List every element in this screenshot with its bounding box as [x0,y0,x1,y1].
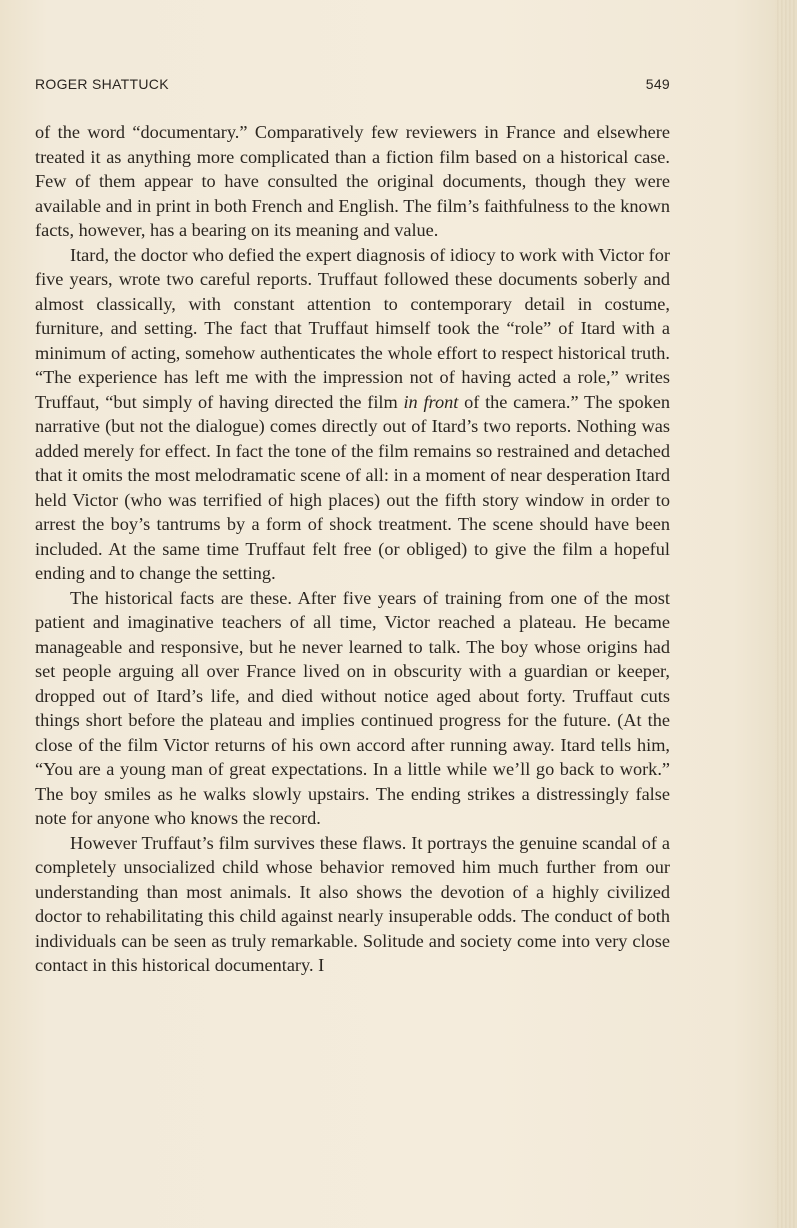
paragraph-2-text-b: of the camera.” The spoken narrative (but not the dialogue) comes directly out of Itard’s two reports. Nothing was added merely for effect. In fact the tone of the film remains so restrained and detached that it omits the most melodramatic scene of all: in a moment of near desperation Itard held Victor (who was terrified of high places) out the fifth story window in order to arrest the boy’s tantrums by a form of shock treatment. The scene should have been included. At the same time Truffaut felt free (or obliged) to give the film a hopeful ending and to change the setting. [35,391,671,583]
paragraph-1: of the word “documentary.” Comparatively few reviewers in France and elsewhere treated it as anything more complicated than a fiction film based on a historical case. Few of them appear to have consulted the original documents, though they were available and in print in both French and English. The film’s faithfulness to the known facts, however, has a bearing on its meaning and value. [35,122,670,240]
running-header [35,76,670,92]
body-text [35,120,670,978]
paragraph-2-italic: in front [403,391,459,412]
paragraph-2-text-a: Itard, the doctor who defied the expert diagnosis of idiocy to work with Victor for five years, wrote two careful reports. Truffaut followed these documents soberly and almost classically, with constant attention to contemporary detail in costume, furniture, and setting. The fact that Truffaut himself took the “role” of Itard with a minimum of acting, somehow authenticates the whole effort to respect historical truth. “The experience has left me with the impression not of having acted a role,” writes Truffaut, “but simply of having directed the film [35,244,670,412]
paragraph-3: The historical facts are these. After five years of training from one of the most patient and imaginative teachers of all time, Victor reached a plateau. He became manageable and responsive, but he never learned to talk. The boy whose origins had set people arguing all over France lived on in obscurity with a guardian or keeper, dropped out of Itard’s life, and died without notice aged about forty. Truffaut cuts things short before the plateau and implies continued progress for the future. (At the close of the film Victor returns of his own accord after running away. Itard tells him, “You are a young man of great expectations. In a little while we’ll go back to work.” The boy smiles as he walks slowly upstairs. The ending strikes a distressingly false note for anyone who knows the record. [35,587,670,828]
page-edge [775,0,797,1228]
paragraph-2 [35,243,670,586]
running-head-author: ROGER SHATTUCK [35,76,169,92]
paragraph-4: However Truffaut’s film survives these flaws. It portrays the genuine scandal of a completely unsocialized child whose behavior removed him much further from our understanding than most animals. It also shows the devotion of a highly civilized doctor to rehabilitating this child against nearly insuperable odds. The conduct of both individuals can be seen as truly remarkable. Solitude and society come into very close contact in this historical documentary. I [35,832,670,975]
page-number: 549 [645,76,670,92]
